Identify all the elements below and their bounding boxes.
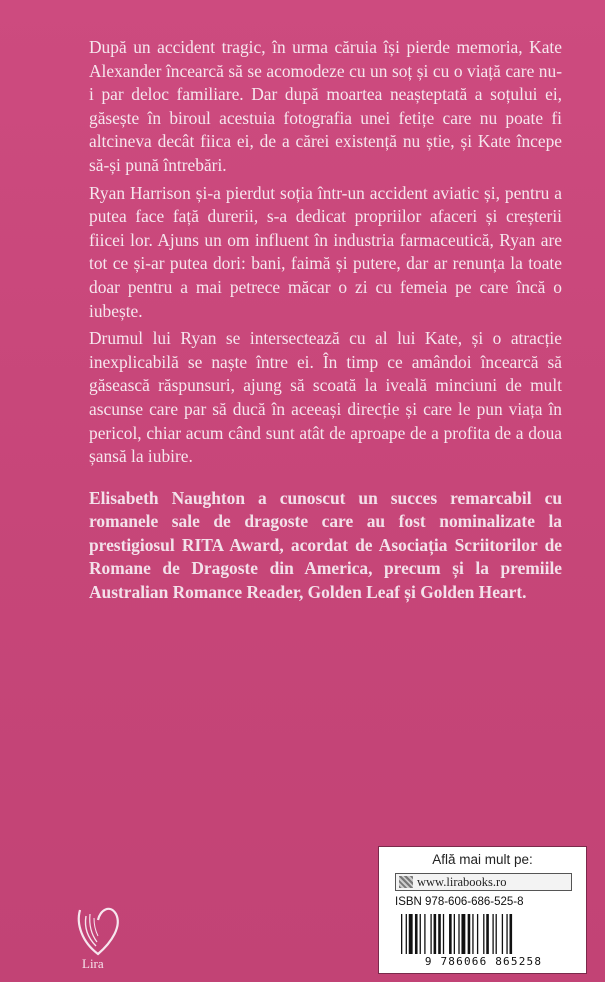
website-link[interactable] bbox=[395, 873, 572, 891]
heart-leaf-logo-icon bbox=[72, 902, 124, 962]
website-url: www.lirabooks.ro bbox=[417, 874, 507, 889]
barcode-number: 9 786066 865258 bbox=[424, 955, 543, 968]
barcode-bar bbox=[472, 914, 473, 954]
isbn-number: ISBN 978-606-686-525-8 bbox=[395, 896, 524, 908]
barcode-bar bbox=[492, 914, 493, 954]
blurb-paragraph: Ryan Harrison și-a pierdut soția într-un accident aviatic și, pentru a putea face față durerii, s-a dedicat propriilor afaceri și creșterii fiicei lor. Ajuns un om influent în industria farmaceutică, Ryan are tot ce și-ar putea dori: bani, faimă și putere, dar ar renunța la toate doar pentru a mai petrece măcar o zi cu femeia pe care încă o iubește. bbox=[89, 182, 562, 321]
author-bio: Elisabeth Naughton a cunoscut un succes remarcabil cu romanele sale de dragoste care au fost nominalizate la prestigiosul RITA Award, acordat de Asociația Scriitorilor de Romane de Dragoste din America, precum și la premiile Australian Romance Reader, Golden Leaf și Golden Heart. bbox=[89, 487, 562, 603]
barcode-bar bbox=[434, 914, 437, 954]
barcode-bar bbox=[443, 914, 444, 954]
barcode-bar bbox=[415, 914, 418, 954]
barcode-bar bbox=[486, 914, 489, 954]
blurb-paragraph: După un accident tragic, în urma căruia își pierde memoria, Kate Alexander încearcă să se acomodeze cu un soț și cu o viață care nu-i par deloc familiare. Dar după moartea neașteptată a soțului ei, găsește în biroul acestuia fotografia unei fetițe care nu poate fi altcineva decât fiica ei, de a cărei existență nu știe, și Kate începe să-și pună întrebări. bbox=[89, 37, 562, 175]
barcode-bar bbox=[510, 914, 513, 954]
website-icon bbox=[399, 876, 413, 888]
barcode-bar bbox=[477, 914, 478, 954]
barcode-bar bbox=[483, 914, 484, 954]
blurb-text bbox=[89, 36, 562, 609]
barcode-bar bbox=[502, 914, 503, 954]
barcode-bar bbox=[430, 914, 431, 954]
barcode-bar bbox=[401, 914, 402, 954]
barcode-bar bbox=[461, 914, 465, 954]
barcode-bar bbox=[468, 914, 471, 954]
barcode-bar bbox=[454, 914, 455, 954]
barcode-bar bbox=[496, 914, 497, 954]
barcode-bar bbox=[458, 914, 459, 954]
publisher-name: Lira bbox=[82, 956, 104, 971]
barcode-bar bbox=[449, 914, 452, 954]
blurb-paragraph: Drumul lui Ryan se intersectează cu al lui Kate, și o atracție inexplicabilă se naște între ei. În timp ce amândoi încearcă să găsească răspunsuri, ajung să scoată la iveală minciuni de mult ascunse care par să ducă în aceeași direcție și care le pun viața în pericol, chiar acum când sunt atât de aproape de a profita de a doua șansă la iubire. bbox=[89, 328, 562, 467]
barcode-bar bbox=[506, 914, 507, 954]
barcode-bar bbox=[409, 914, 413, 954]
barcode-bar bbox=[438, 914, 441, 954]
barcode-bar bbox=[406, 914, 407, 954]
barcode-bar bbox=[424, 914, 425, 954]
isbn-box bbox=[378, 846, 587, 974]
barcode bbox=[399, 914, 569, 954]
barcode-bar bbox=[420, 914, 421, 954]
lookup-label: Află mai mult pe: bbox=[432, 852, 533, 867]
